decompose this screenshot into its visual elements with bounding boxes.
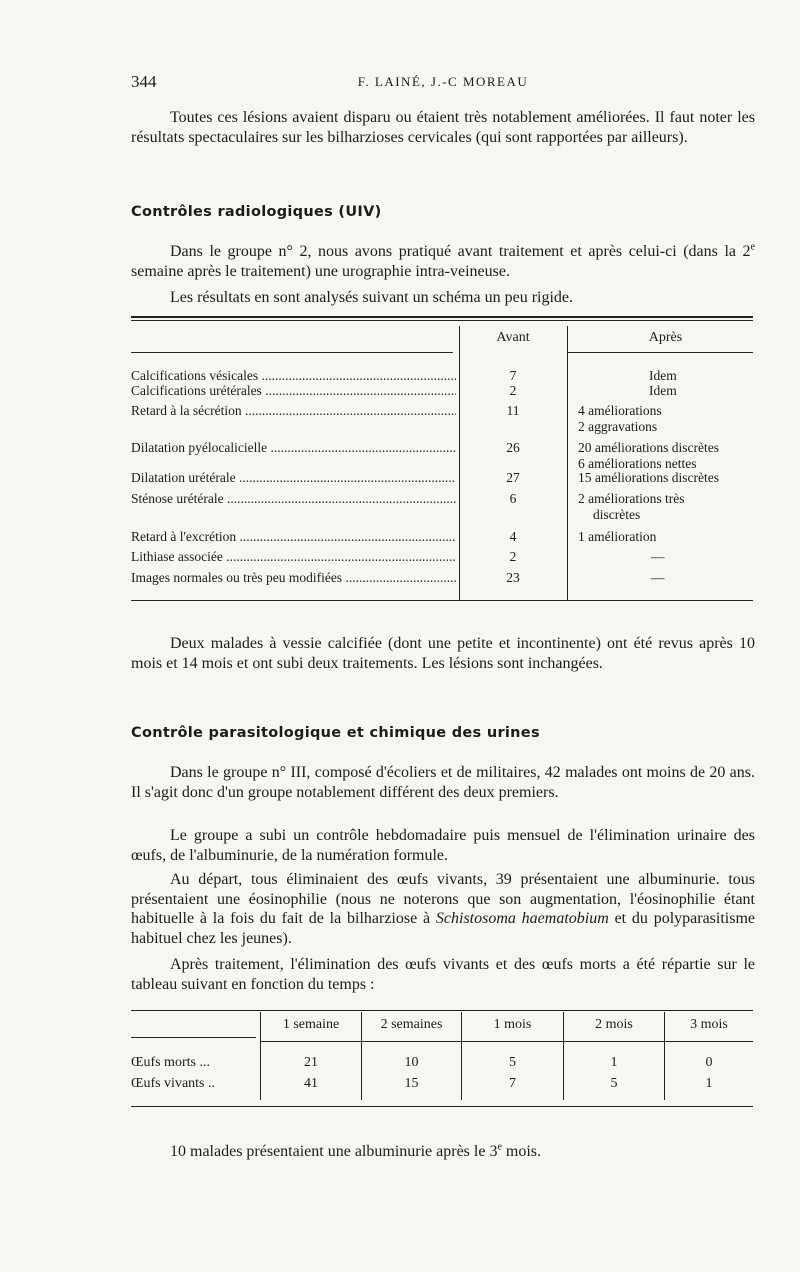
- eosinophilia-text-b: et du polyparasitisme habituel chez les jeunes).: [131, 910, 756, 947]
- row-label-oeufs-vivants: Œufs vivants ..: [131, 1076, 215, 1091]
- row-avant: 2: [509, 383, 517, 398]
- radiology-paragraph: [131, 242, 755, 281]
- row-avant: 27: [506, 470, 520, 485]
- closing-text-a: 10 malades présentaient une albuminurie après le 3: [170, 1143, 498, 1160]
- row-label: Retard à la sécrétion .....: [131, 403, 456, 419]
- table-cell: 21: [304, 1055, 318, 1070]
- section-heading-radiologiques: Contrôles radiologiques (UIV): [131, 204, 382, 220]
- col-header: 1 mois: [493, 1017, 532, 1032]
- row-avant: 26: [506, 440, 520, 455]
- eosinophilia-paragraph: [131, 870, 755, 948]
- row-apres: Idem: [649, 368, 677, 383]
- col-header: 2 mois: [595, 1017, 633, 1032]
- table-cell: 1: [610, 1055, 618, 1070]
- table-cell: 7: [509, 1076, 516, 1091]
- eosinophilia-text-a: Au départ, tous éliminaient des œufs vivants, 39 présentaient une albuminurie. tous présentaient une éosinophilie (nous ne noterons que son augmentation, l'éosinophilie étant habituelle à la fois du fait de la bilharziose à: [131, 871, 755, 927]
- row-label: Lithiase associée .....: [131, 549, 456, 565]
- intro-line-1: Toutes ces lésions avaient disparu ou étaient très notablement améliorées.: [170, 109, 650, 126]
- table-cell: 10: [404, 1055, 419, 1070]
- row-label: Sténose urétérale .....: [131, 491, 456, 507]
- radiology-paragraph-2: Les résultats en sont analysés suivant un schéma un peu rigide.: [170, 289, 574, 306]
- row-apres: —: [651, 549, 665, 564]
- radiology-text-a: Dans le groupe n° 2, nous avons pratiqué avant traitement et après celui-ci (dans la 2: [170, 243, 751, 260]
- col-header-apres: Après: [648, 330, 683, 345]
- col-header: 2 semaines: [380, 1017, 443, 1032]
- table-cell: 0: [705, 1055, 713, 1070]
- row-label: Calcifications urétérales .....: [131, 383, 456, 399]
- table-top-rule-2: [131, 320, 753, 321]
- intro-paragraph: [131, 108, 755, 147]
- table-header-rule-left: [131, 1037, 256, 1038]
- species-name: Schistosoma haematobium: [435, 910, 609, 927]
- row-apres: 2 aggravations: [578, 419, 658, 434]
- page-header: [131, 72, 755, 94]
- after-treatment-paragraph: Après traitement, l'élimination des œufs vivants et des œufs morts a été répartie sur le tableau suivant en fonction du temps :: [131, 956, 755, 993]
- row-apres: —: [651, 570, 665, 585]
- closing-text-b: mois.: [501, 1143, 542, 1160]
- row-label-oeufs-morts: Œufs morts ...: [131, 1055, 210, 1070]
- table-cell: 15: [404, 1076, 419, 1091]
- control-paragraph: Le groupe a subi un contrôle hebdomadaire puis mensuel de l'élimination urinaire des œufs, de l'albuminurie, de la numération formule.: [131, 827, 755, 864]
- table-header-rule-left: [131, 352, 453, 353]
- table-bottom-rule: [131, 1106, 753, 1107]
- calcified-bladder-paragraph: Deux malades à vessie calcifiée (dont une petite et incontinente) ont été revus après 10 mois et 14 mois et ont subi deux traitements. Les lésions sont inchangées.: [131, 635, 755, 672]
- running-head-authors: F. LAINÉ, J.-C MOREAU: [357, 74, 529, 89]
- egg-elimination-table: [131, 1010, 753, 1110]
- intro-line-3: sont rapportées par ailleurs).: [505, 128, 688, 146]
- col-header: 1 semaine: [282, 1017, 340, 1032]
- row-label: Calcifications vésicales .....: [131, 368, 456, 384]
- row-label: Dilatation pyélocalicielle .....: [131, 440, 456, 456]
- row-avant: 11: [506, 403, 520, 418]
- table-bottom-rule: [131, 600, 753, 601]
- row-label: Images normales ou très peu modifiées .....: [131, 570, 456, 586]
- row-apres: 15 améliorations discrètes: [578, 470, 719, 485]
- table-cell: 5: [610, 1076, 618, 1091]
- section-heading-parasitologique: Contrôle parasitologique et chimique des urines: [131, 725, 540, 741]
- row-label: Dilatation urétérale .....: [131, 470, 456, 486]
- col-header: 3 mois: [690, 1017, 728, 1032]
- superscript-e: e: [497, 1141, 502, 1153]
- group-three-paragraph: Dans le groupe n° III, composé d'écoliers et de militaires, 42 malades ont moins de 20 ans. Il s'agit donc d'un groupe notablement différent des deux premiers.: [131, 764, 755, 801]
- table-cell: 1: [705, 1076, 713, 1091]
- table-divider-1: [459, 326, 460, 600]
- superscript-e: e: [750, 241, 755, 253]
- row-avant: 23: [506, 570, 520, 585]
- row-apres: discrètes: [593, 507, 641, 522]
- table-cell: 5: [509, 1055, 516, 1070]
- row-apres: 6 améliorations nettes: [578, 456, 697, 471]
- row-avant: 6: [509, 491, 517, 506]
- page-number: 344: [131, 72, 157, 91]
- table-top-rule: [131, 316, 753, 318]
- radiology-text-b: semaine après le traitement) une urographie intra-veineuse.: [131, 262, 510, 280]
- table-header-rule-right: [261, 1041, 753, 1042]
- table-header-rule-right: [567, 352, 753, 353]
- col-header-avant: Avant: [496, 330, 530, 345]
- row-label: Retard à l'excrétion .....: [131, 529, 456, 545]
- table-divider-2: [567, 326, 568, 600]
- row-apres: 20 améliorations discrètes: [578, 440, 719, 455]
- row-apres: Idem: [649, 383, 677, 398]
- radiology-results-table: [131, 316, 753, 606]
- row-apres: 2 améliorations très: [578, 491, 685, 506]
- row-avant: 7: [509, 368, 517, 383]
- table-cell: 41: [304, 1076, 318, 1091]
- table-top-rule: [131, 1010, 753, 1011]
- row-apres: 4 améliorations: [578, 403, 662, 418]
- row-avant: 4: [509, 529, 517, 544]
- intro-line-2: Il faut noter les résultats spectaculaires sur les bilharzioses cervicales (qui: [131, 109, 756, 146]
- row-apres: 1 amélioration: [578, 529, 657, 544]
- row-avant: 2: [509, 549, 517, 564]
- closing-paragraph: [131, 1142, 755, 1162]
